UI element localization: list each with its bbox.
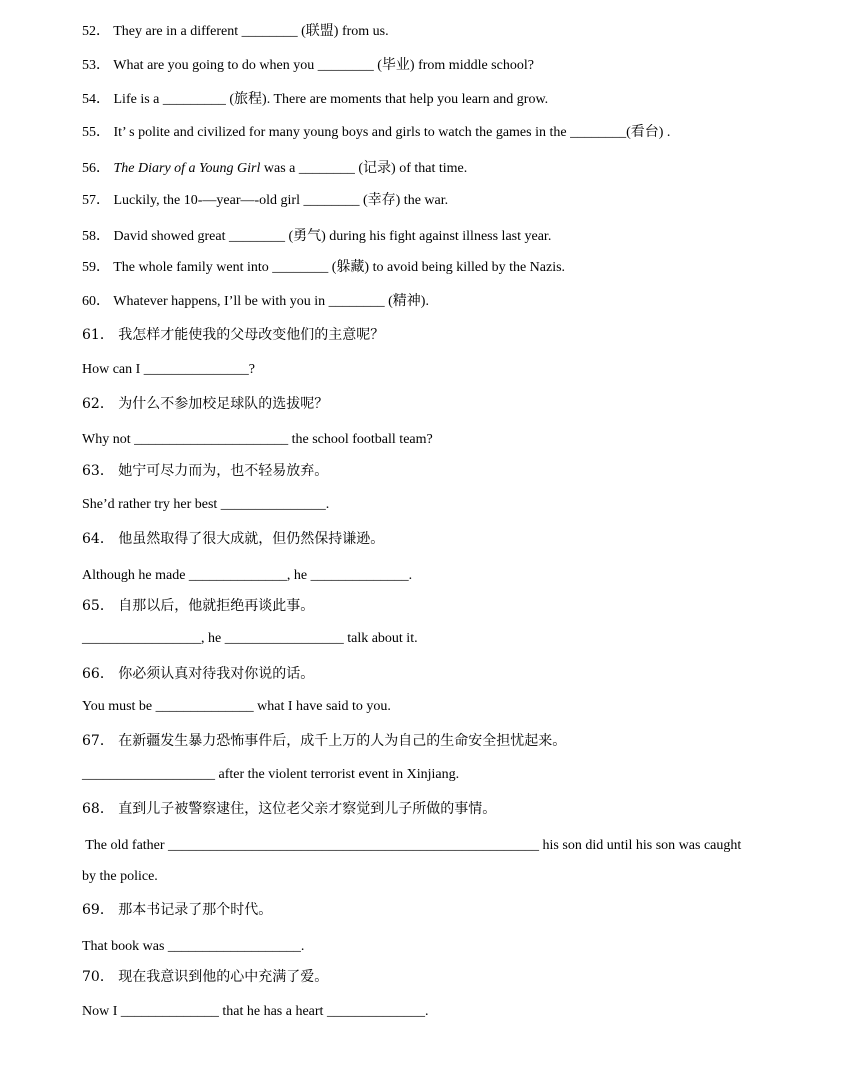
question-text: Whatever happens, I’ll be with you in ________ (精神).	[113, 294, 429, 309]
question-69-prompt	[82, 901, 272, 919]
question-number: 63．	[82, 463, 114, 479]
question-number: 55．	[82, 125, 110, 140]
question-68-prompt	[82, 800, 496, 818]
question-number: 66．	[82, 666, 114, 682]
question-english: She’d rather try her best _______________.	[82, 497, 330, 512]
question-chinese: 你必须认真对待我对你说的话。	[118, 666, 315, 682]
question-63-answer	[82, 496, 329, 514]
question-53	[82, 57, 534, 75]
question-number: 60．	[82, 294, 110, 309]
question-64-prompt	[82, 530, 384, 548]
question-64-answer	[82, 567, 412, 585]
question-english: by the police.	[82, 869, 158, 884]
question-number: 68．	[82, 801, 114, 817]
question-number: 64．	[82, 531, 114, 547]
question-65-answer	[82, 630, 418, 648]
question-number: 65．	[82, 598, 114, 614]
question-55	[82, 124, 670, 142]
question-67-prompt	[82, 732, 566, 750]
question-text: Life is a _________ (旅程). There are moments that help you learn and grow.	[113, 92, 549, 107]
question-chinese: 在新疆发生暴力恐怖事件后，成千上万的人为自己的生命安全担忧起来。	[118, 733, 567, 749]
question-text: It’ s polite and civilized for many young boys and girls to watch the games in the ________(看台) .	[113, 125, 671, 140]
question-57	[82, 192, 448, 210]
question-chinese: 为什么不参加校足球队的选拔呢？	[118, 396, 329, 412]
question-english: Why not ______________________ the school football team?	[82, 432, 433, 447]
question-text: They are in a different ________ (联盟) from us.	[113, 24, 389, 39]
question-68-answer-line1	[82, 837, 741, 855]
question-english: The old father _____________________________________________________ his son did until his son was caught	[82, 838, 742, 853]
question-english: You must be ______________ what I have said to you.	[82, 699, 391, 714]
question-66-prompt	[82, 665, 314, 683]
question-54	[82, 91, 548, 109]
question-text: What are you going to do when you ________ (毕业) from middle school?	[113, 58, 534, 73]
question-chinese: 他虽然取得了很大成就，但仍然保持谦逊。	[118, 531, 385, 547]
question-number: 69．	[82, 902, 114, 918]
question-68-answer-line2	[82, 868, 158, 886]
question-61-prompt	[82, 326, 384, 344]
question-56	[82, 160, 467, 178]
question-english: ___________________ after the violent terrorist event in Xinjiang.	[82, 767, 460, 782]
question-text: was a ________ (记录) of that time.	[260, 161, 468, 176]
question-number: 67．	[82, 733, 114, 749]
question-english: Although he made ______________, he ______________.	[82, 568, 413, 583]
question-text: Luckily, the 10-—year—-old girl ________ (幸存) the war.	[113, 193, 449, 208]
question-number: 62．	[82, 396, 114, 412]
question-number: 70．	[82, 969, 114, 985]
question-70-prompt	[82, 968, 328, 986]
book-title: The Diary of a Young Girl	[113, 161, 261, 176]
question-63-prompt	[82, 462, 328, 480]
question-67-answer	[82, 766, 459, 784]
question-number: 57．	[82, 193, 110, 208]
question-61-answer	[82, 361, 255, 379]
question-chinese: 直到儿子被警察逮住，这位老父亲才察觉到儿子所做的事情。	[118, 801, 497, 817]
question-70-answer	[82, 1003, 428, 1021]
question-chinese: 自那以后，他就拒绝再谈此事。	[113, 598, 315, 614]
question-text: The whole family went into ________ (躲藏) to avoid being killed by the Nazis.	[113, 260, 566, 275]
question-58	[82, 228, 551, 246]
question-number: 53．	[82, 58, 110, 73]
question-69-answer	[82, 938, 304, 956]
question-59	[82, 259, 565, 277]
question-52	[82, 23, 389, 41]
question-number: 59．	[82, 260, 110, 275]
question-65-prompt	[82, 597, 314, 615]
question-chinese: 她宁可尽力而为，也不轻易放弃。	[118, 463, 329, 479]
question-62-prompt	[82, 395, 328, 413]
question-62-answer	[82, 431, 433, 449]
question-66-answer	[82, 698, 391, 716]
question-chinese: 我怎样才能使我的父母改变他们的主意呢？	[118, 327, 385, 343]
question-number: 52．	[82, 24, 110, 39]
question-number: 58．	[82, 229, 110, 244]
question-english: How can I _______________?	[82, 362, 256, 377]
question-english: _________________, he _________________ talk about it.	[82, 631, 418, 646]
question-text: David showed great ________ (勇气) during his fight against illness last year.	[113, 229, 552, 244]
question-60	[82, 293, 429, 311]
question-number: 54．	[82, 92, 110, 107]
question-number: 56．	[82, 161, 110, 176]
question-english: Now I ______________ that he has a heart ______________.	[82, 1004, 429, 1019]
question-number: 61．	[82, 327, 114, 343]
question-chinese: 那本书记录了那个时代。	[118, 902, 273, 918]
question-chinese: 现在我意识到他的心中充满了爱。	[118, 969, 329, 985]
question-english: That book was ___________________.	[82, 939, 305, 954]
